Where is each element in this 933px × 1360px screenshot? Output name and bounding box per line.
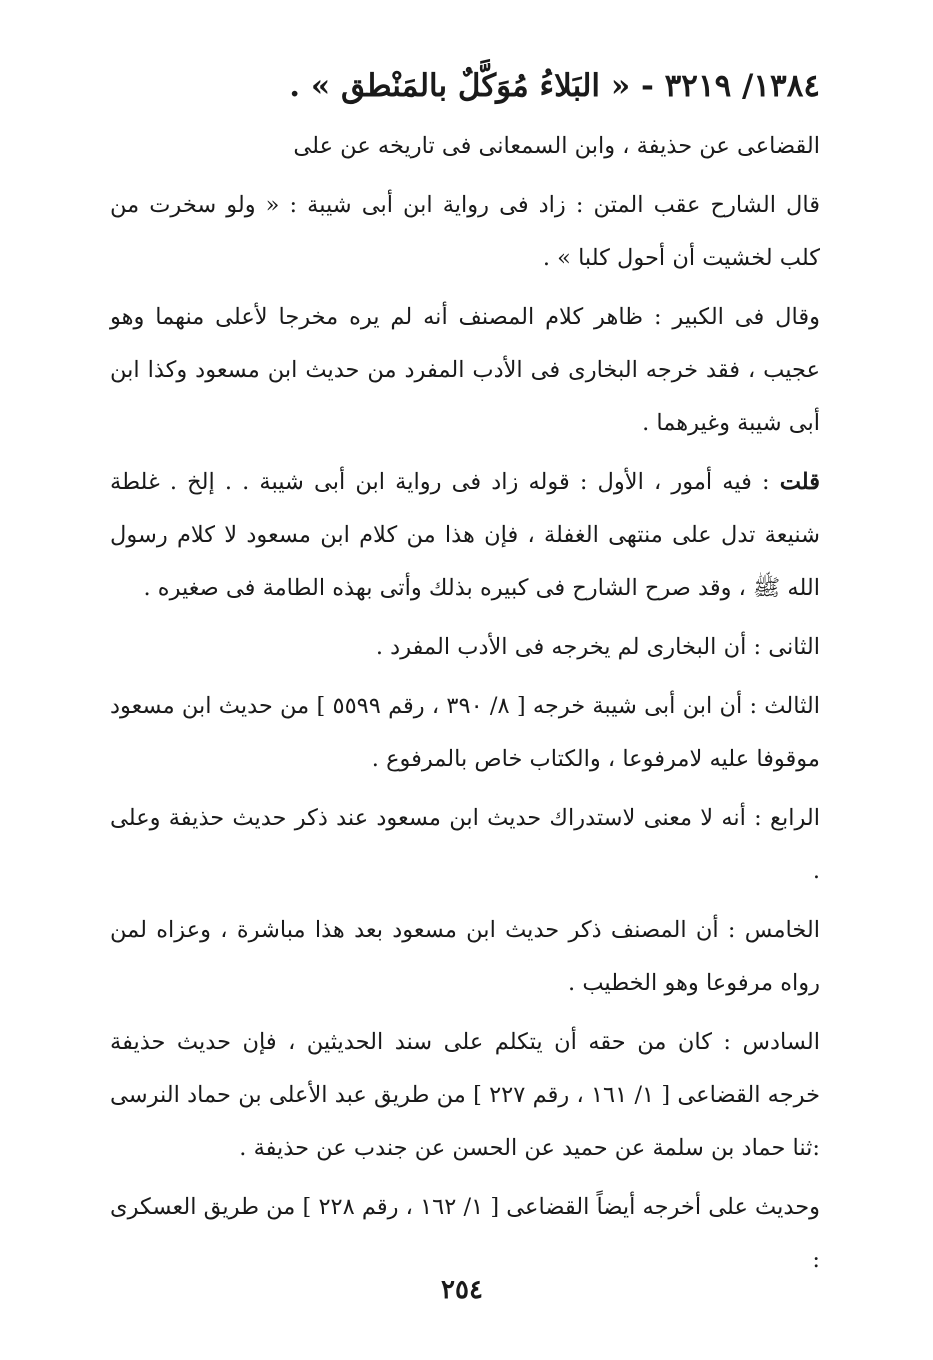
paragraph-text: السادس : كان من حقه أن يتكلم على سند الحديثين ، فإن حديث حذيفة خرجه القضاعى [ ١/ ١٦١ ، رقم ٢٢٧ ] من طريق عبد الأعلى بن حماد النرسى :ثنا حماد بن سلمة عن حميد عن الحسن عن جندب عن حذيفة . — [110, 1029, 820, 1161]
paragraph-text: الرابع : أنه لا معنى لاستدراك حديث ابن مسعود عند ذكر حديث حذيفة وعلى . — [110, 805, 820, 884]
paragraph-text: الخامس : أن المصنف ذكر حديث ابن مسعود بعد هذا مباشرة ، وعزاه لمن رواه مرفوعا وهو الخطيب . — [110, 917, 820, 996]
paragraph-8 — [110, 904, 820, 1010]
paragraph-6 — [110, 680, 820, 786]
paragraph-text: وقال فى الكبير : ظاهر كلام المصنف أنه لم يره مخرجا لأعلى منهما وهو عجيب ، فقد خرجه البخارى فى الأدب المفرد من حديث ابن مسعود وكذا ابن أبى شيبة وغيرهما . — [110, 304, 820, 436]
paragraph-text: قال الشارح عقب المتن : زاد فى رواية ابن أبى شيبة : « ولو سخرت من كلب لخشيت أن أحول كلبا » . — [110, 192, 820, 271]
hadith-heading: ١٣٨٤/ ٣٢١٩ - « البَلاءُ مُوَكَّلٌ بالمَنْطق » . — [289, 68, 820, 104]
paragraph-4 — [110, 456, 820, 615]
paragraph-1 — [110, 120, 820, 173]
paragraph-9 — [110, 1016, 820, 1175]
paragraph-lead-qultu: قلت — [779, 469, 820, 495]
paragraph-text: وحديث على أخرجه أيضاً القضاعى [ ١/ ١٦٢ ، رقم ٢٢٨ ] من طريق العسكرى : — [110, 1194, 820, 1273]
page-body — [110, 60, 820, 1293]
paragraph-text: : فيه أمور ، الأول : قوله زاد فى رواية ابن أبى شيبة . . إلخ . غلطة شنيعة تدل على منتهى الغفلة ، فإن هذا من كلام ابن مسعود لا كلام رسول الله ﷺ ، وقد صرح الشارح فى كبيره بذلك وأتى بهذه الطامة فى صغيره . — [110, 469, 820, 601]
paragraph-text: الثانى : أن البخارى لم يخرجه فى الأدب المفرد . — [375, 634, 820, 660]
paragraph-10 — [110, 1181, 820, 1287]
paragraph-text: القضاعى عن حذيفة ، وابن السمعانى فى تاريخه عن على — [293, 133, 820, 159]
paragraph-5 — [110, 621, 820, 674]
paragraph-text: الثالث : أن ابن أبى شيبة خرجه [ ٨/ ٣٩٠ ، رقم ٥٥٩٩ ] من حديث ابن مسعود موقوفا عليه لامرفوعا ، والكتاب خاص بالمرفوع . — [110, 693, 821, 772]
paragraph-3 — [110, 291, 820, 450]
paragraph-7 — [110, 792, 820, 898]
paragraph-2 — [110, 179, 820, 285]
page-number: ٢٥٤ — [441, 1275, 483, 1305]
